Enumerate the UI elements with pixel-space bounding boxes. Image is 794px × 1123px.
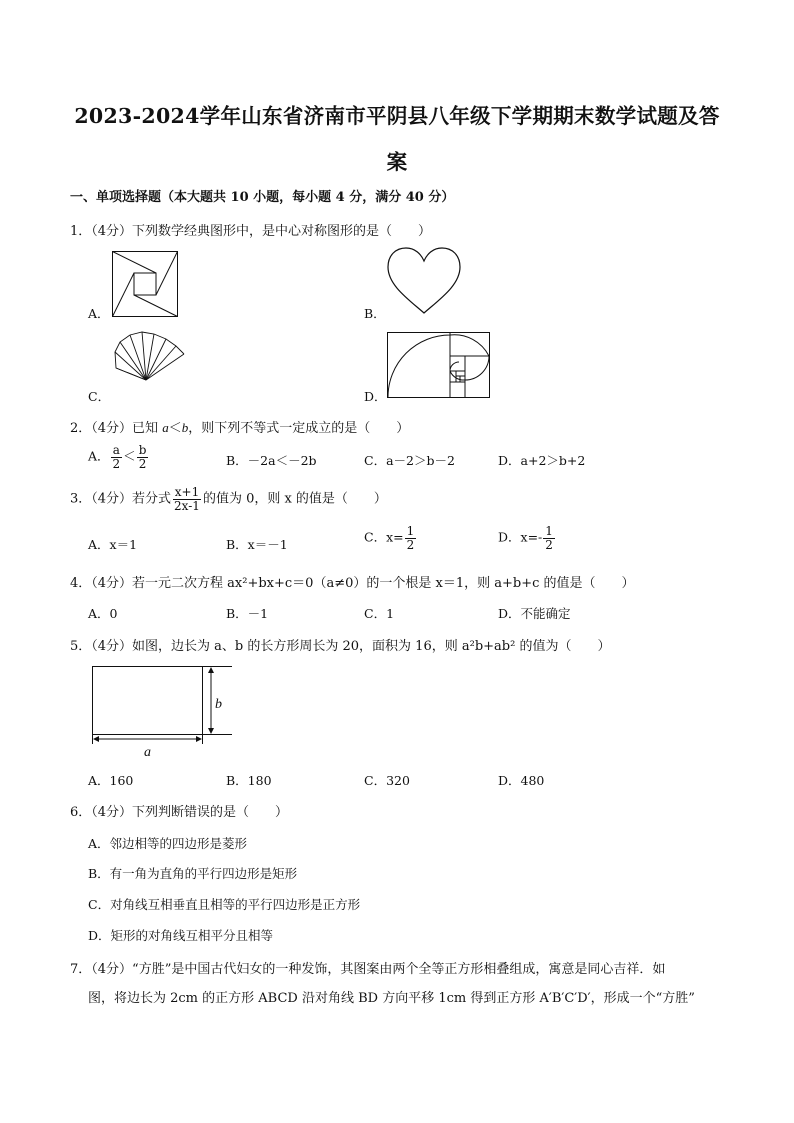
question-6-stem: 6．（4分）下列判断错误的是（ ） (70, 805, 289, 820)
question-3-option-a: A．x＝1 (88, 537, 138, 552)
question-6-option-b: B．有一角为直角的平行四边形是矩形 (88, 866, 298, 881)
question-6-option-c: C．对角线互相垂直且相等的平行四边形是正方形 (88, 897, 361, 912)
question-3-option-b: B．x＝－1 (226, 537, 288, 552)
question-2-stem: 2．（4分）已知 a＜b，则下列不等式一定成立的是（ ） (70, 420, 410, 436)
question-4-option-d: D．不能确定 (498, 606, 571, 621)
page-title: 2023-2024学年山东省济南市平阴县八年级下学期期末数学试题及答案 (74, 104, 720, 174)
question-3-option-c: C．x= $\frac{1}{2}$ (364, 524, 415, 552)
question-3-stem: 3．（4分）若分式 $\frac{x+1}{2x-1}$ 的值为 0，则 x 的值是（ ） (70, 485, 387, 513)
figure-b-heart (386, 247, 462, 317)
option-a-label: A． (88, 306, 110, 321)
question-4-stem: 4．（4分）若一元二次方程 ax²+bx+c＝0（a≠0）的一个根是 x＝1，则 a+b+c 的值是（ ） (70, 576, 635, 591)
figure-d-golden-spiral (387, 332, 490, 398)
question-5-stem: 5．（4分）如图，边长为 a、b 的长方形周长为 20，面积为 16，则 a²b+ab² 的值为（ ） (70, 639, 611, 654)
question-2-option-b: B．－2a＜－2b (226, 453, 317, 468)
option-d-label: D． (364, 389, 387, 404)
figure-a-pinwheel-square (112, 251, 178, 317)
question-5-option-d: D．480 (498, 773, 545, 788)
question-5-option-c: C．320 (364, 773, 410, 788)
figure-c-spiral-fan (110, 332, 188, 384)
question-2-option-d: D．a+2＞b+2 (498, 453, 586, 468)
question-6-option-d: D．矩形的对角线互相平分且相等 (88, 928, 274, 943)
question-2-option-a: A． $\frac{a}{2}$ ＜ $\frac{b}{2}$ (88, 443, 147, 471)
question-7-line-2: 图，将边长为 2cm 的正方形 ABCD 沿对角线 BD 方向平移 1cm 得到正方形 A′B′C′D′，形成一个“方胜” (88, 991, 695, 1006)
option-c-label: C． (88, 389, 111, 404)
question-4-option-c: C．1 (364, 606, 395, 621)
question-4-option-b: B．－1 (226, 606, 269, 621)
question-1-stem: 1．（4分）下列数学经典图形中，是中心对称图形的是（ ） (70, 224, 432, 239)
question-5-option-b: B．180 (226, 773, 272, 788)
section-heading: 一、单项选择题（本大题共 10 小题，每小题 4 分，满分 40 分） (70, 190, 455, 205)
question-6-option-a: A．邻边相等的四边形是菱形 (88, 836, 248, 851)
question-2-option-c: C．a－2＞b－2 (364, 453, 455, 468)
question-4-option-a: A．0 (88, 606, 118, 621)
figure-label-a: a (144, 745, 151, 760)
figure-label-b: b (215, 697, 222, 712)
question-7-line-1: 7．（4分）“方胜”是中国古代妇女的一种发饰，其图案由两个全等正方形相叠组成，寓意是同心吉祥．如 (70, 962, 666, 977)
question-3-option-d: D．x=- $\frac{1}{2}$ (498, 524, 553, 552)
option-b-label: B． (364, 306, 386, 321)
question-5-option-a: A．160 (88, 773, 134, 788)
figure-rectangle-a-b (86, 662, 236, 762)
